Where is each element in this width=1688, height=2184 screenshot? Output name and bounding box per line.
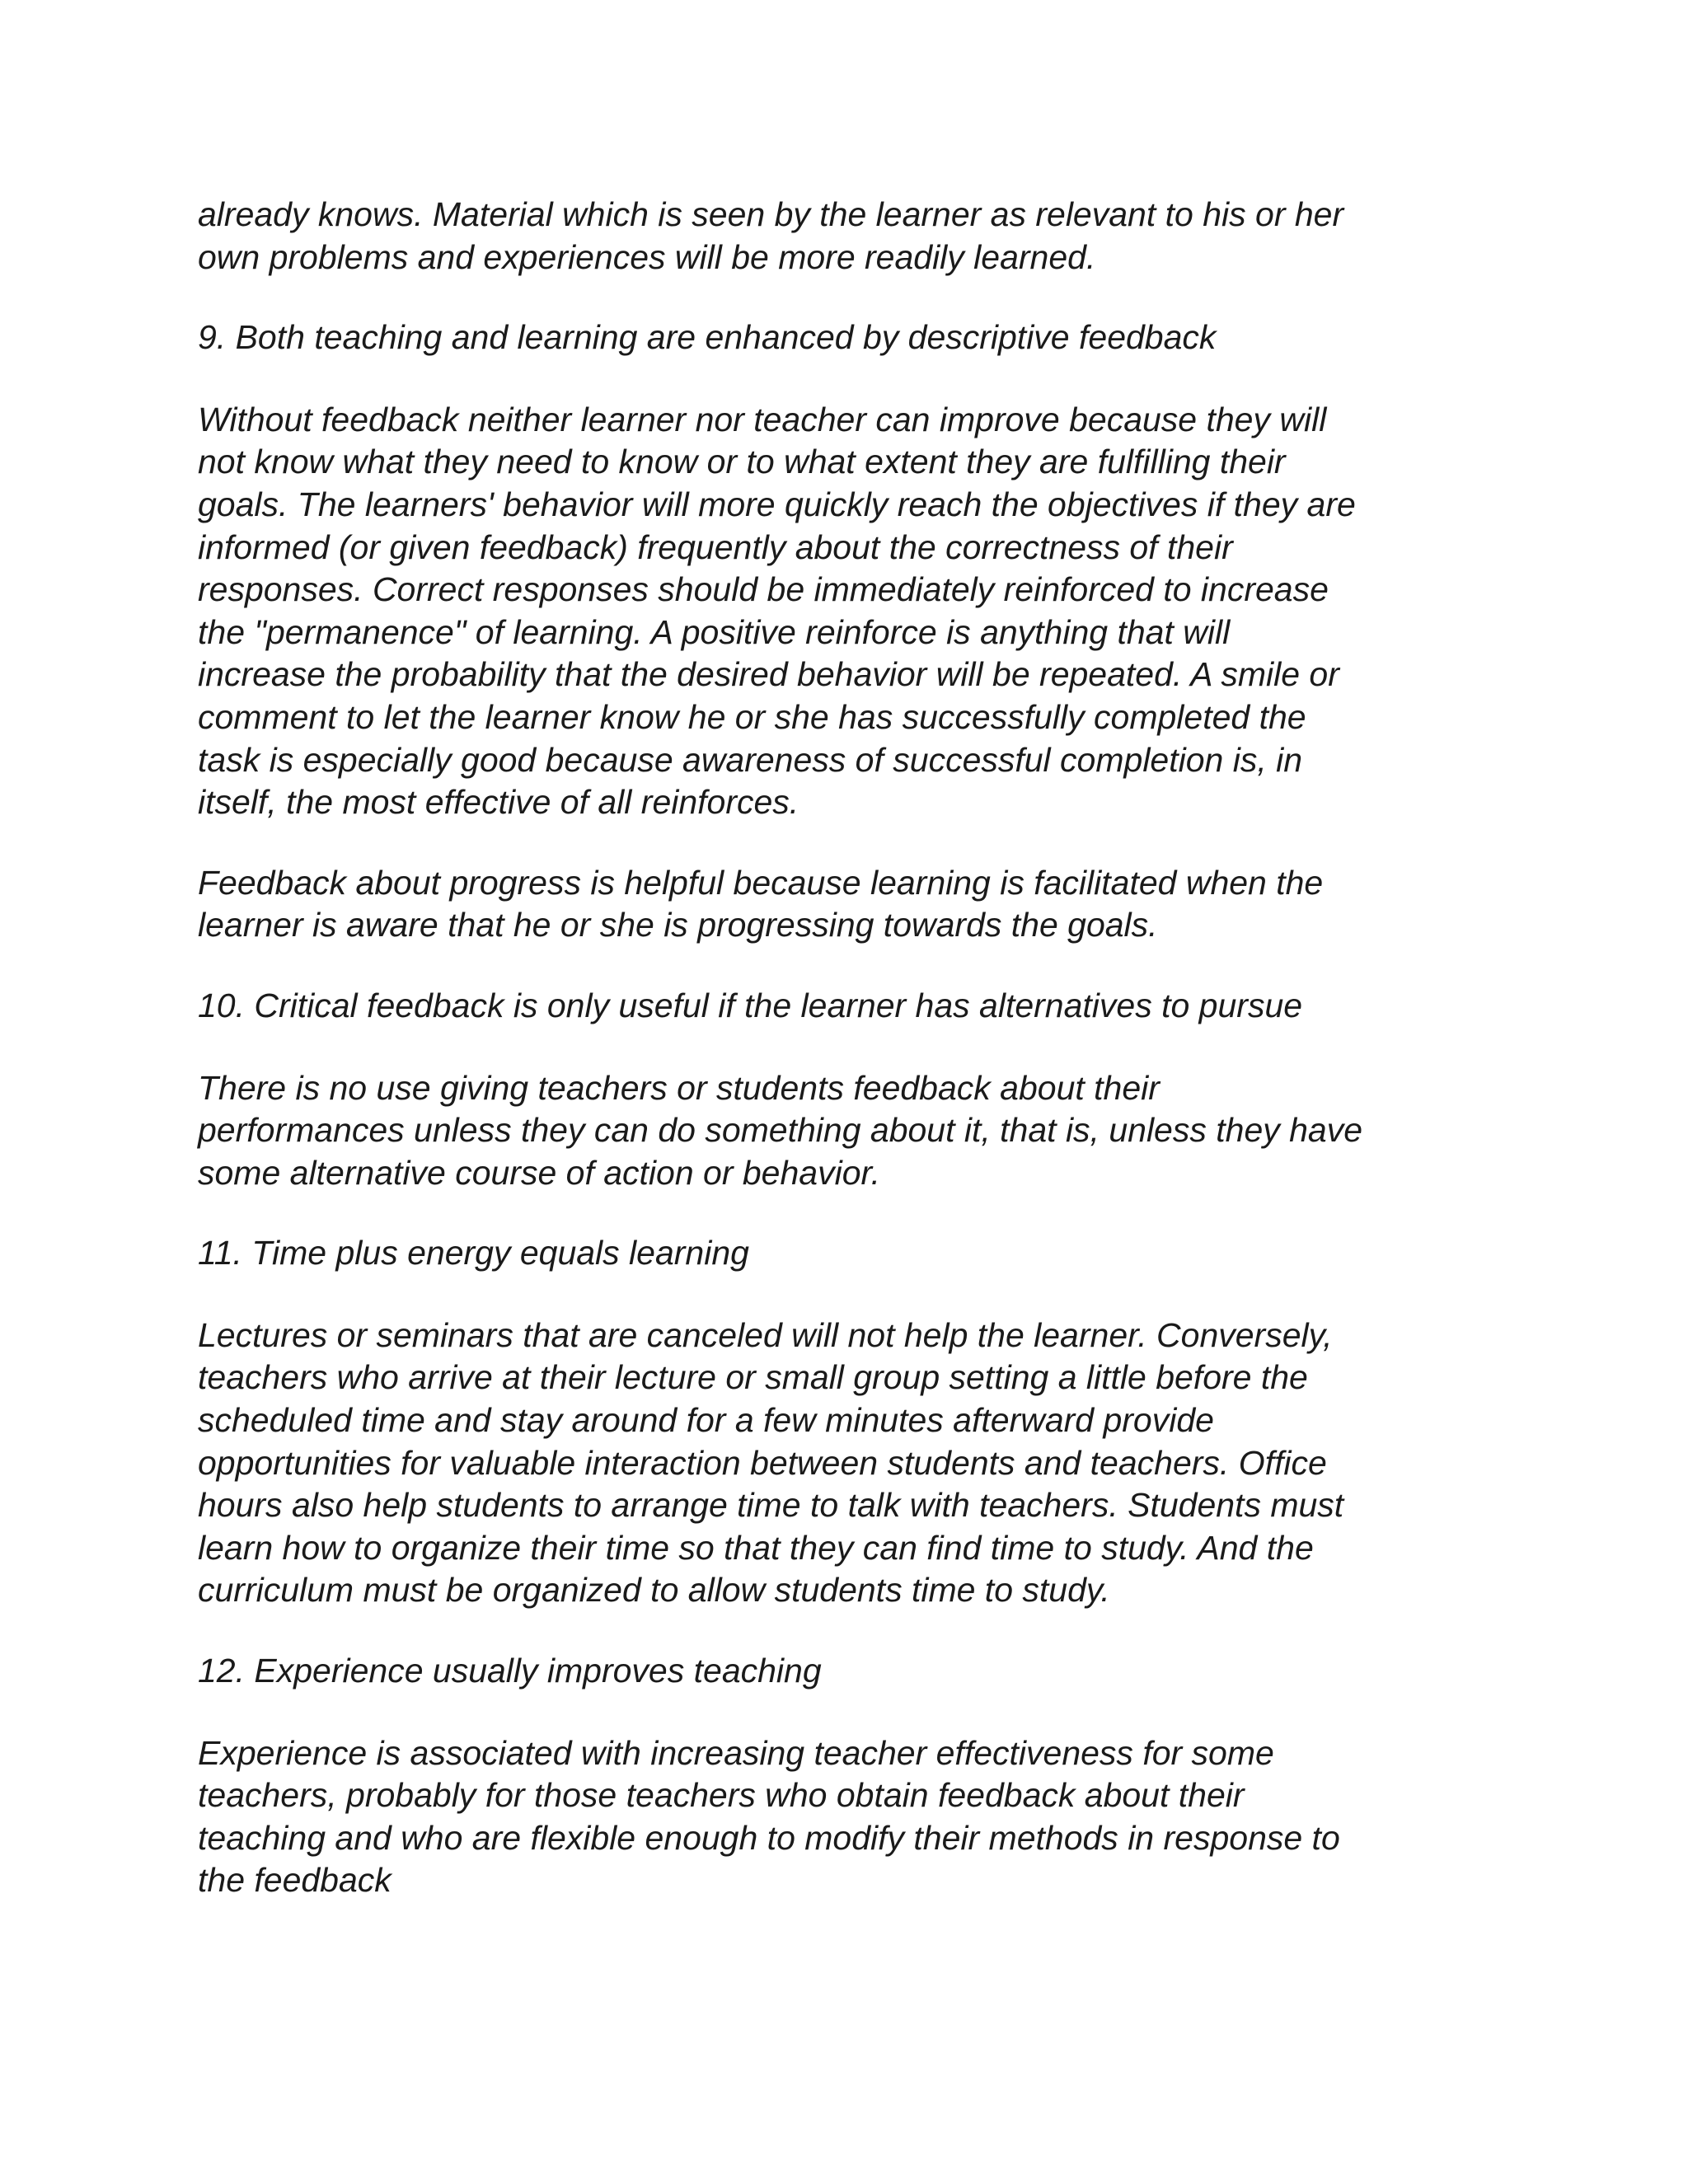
heading-principle-12: 12. Experience usually improves teaching (198, 1652, 822, 1690)
paragraph-time-energy: Lectures or seminars that are canceled will not help the learner. Conversely, teachers who arrive at their lecture or small group setting a little before the scheduled time and stay around for a few minutes afterward provide opportunities for valuable interaction between students and teachers. Office hours also help students to arrange time to talk with teachers. Students must learn how to organize their time so that they can find time to study. And the curriculum must be organized to allow students time to study. (198, 1315, 1344, 1610)
paragraph-feedback-reinforcement: Without feedback neither learner nor teacher can improve because they will not know what they need to know or to what extent they are fulfilling their goals. The learners' behavior will more quickly reach the objectives if they are informed (or given feedback) frequently about the correctness of their responses. Correct responses should be immediately reinforced to increase the "permanence" of learning. A positive reinforce is anything that will increase the probability that the desired behavior will be repeated. A smile or comment to let the learner know he or she has successfully completed the task is especially good because awareness of successful completion is, in itself, the most effective of all reinforces. (198, 400, 1356, 822)
paragraph-relevance-continued: already knows. Material which is seen by the learner as relevant to his or her own problems and experiences will be more readily learned. (198, 195, 1344, 276)
paragraph-experience: Experience is associated with increasing teacher effectiveness for some teachers, probably for those teachers who obtain feedback about their teaching and who are flexible enough to modify their methods in response to the feedback (198, 1733, 1340, 1900)
paragraph-critical-feedback: There is no use giving teachers or students feedback about their performances unless they can do something about it, that is, unless they have some alternative course of action or behavior. (198, 1068, 1363, 1192)
heading-principle-11: 11. Time plus energy equals learning (198, 1234, 749, 1272)
heading-principle-9: 9. Both teaching and learning are enhanced by descriptive feedback (198, 318, 1217, 357)
heading-principle-10: 10. Critical feedback is only useful if the learner has alternatives to pursue (198, 986, 1303, 1024)
paragraph-feedback-progress: Feedback about progress is helpful because learning is facilitated when the learner is aware that he or she is progressing towards the goals. (198, 863, 1324, 944)
document-page (198, 194, 1500, 1940)
